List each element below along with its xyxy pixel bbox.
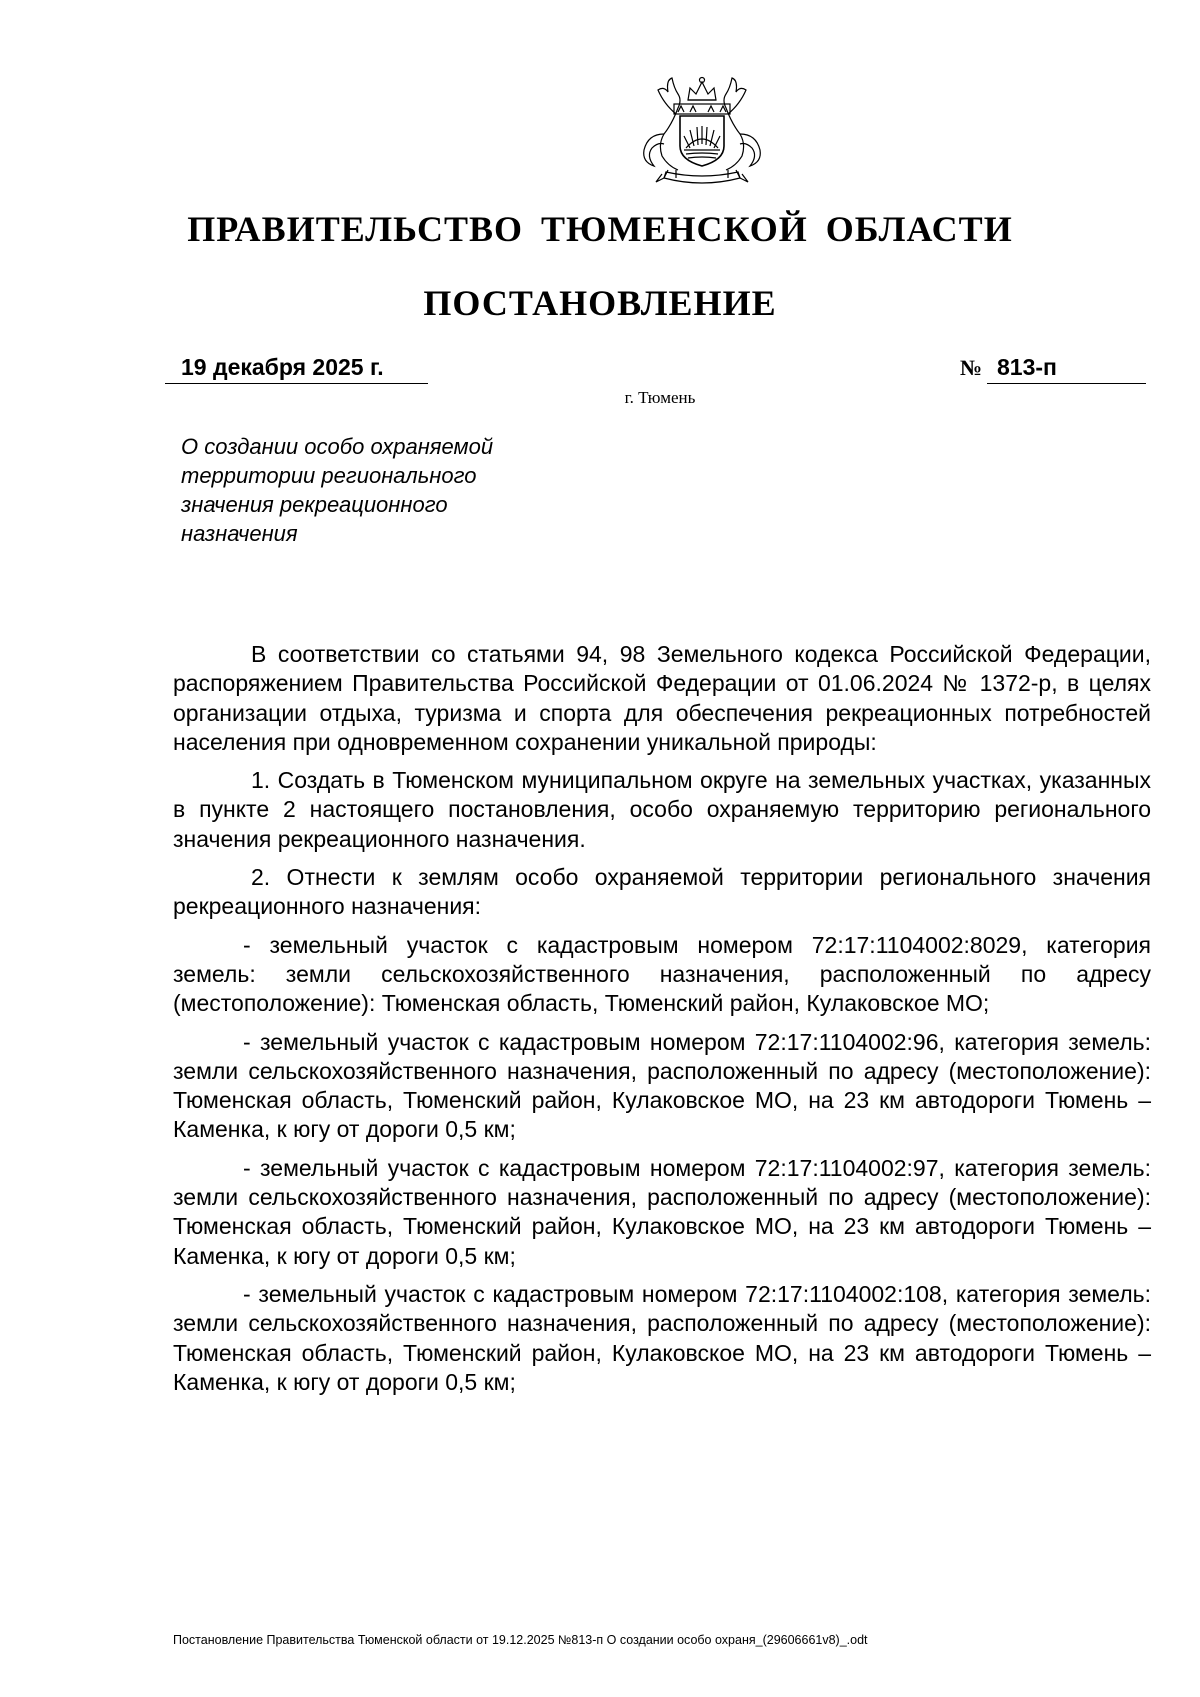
clause-2-paragraph: 2. Отнести к землям особо охраняемой территории регионального значения рекреационного назначения: (173, 864, 1151, 920)
land-plot-item: - земельный участок с кадастровым номером 72:17:1104002:97, категория земель: земли сельскохозяйственного назначения, расположенный по адресу (местоположение): Тюменская область, Тюменский район, Кулаковское МО, на 23 км автодороги Тюмень – Каменка, к югу от дороги 0,5 км; (173, 1154, 1151, 1269)
subject-line: назначения (181, 521, 298, 546)
preamble-paragraph: В соответствии со статьями 94, 98 Земельного кодекса Российской Федерации, распоряжением Правительства Российской Федерации от 01.06.2024 № 1372-р, в целях организации отдыха, туризма и спорта для обеспечения рекреационных потребностей населения при одновременном сохранении уникальной природы: (173, 641, 1151, 755)
document-city: г. Тюмень (624, 388, 696, 407)
coat-of-arms-emblem (624, 74, 780, 188)
land-plot-item: - земельный участок с кадастровым номером 72:17:1104002:8029, категория земель: земли сельскохозяйственного назначения, расположенный по адресу (местоположение): Тюменская область, Тюменский район, Кулаковское МО; (173, 931, 1151, 1017)
organization-title: ПРАВИТЕЛЬСТВО ТЮМЕНСКОЙ ОБЛАСТИ (187, 209, 1013, 249)
subject-line: территории регионального (181, 463, 477, 488)
number-value: 813-п (987, 353, 1146, 384)
document-subject (181, 432, 601, 548)
document-body (173, 640, 1151, 1406)
subject-line: значения рекреационного (181, 492, 448, 517)
number-sign: № (960, 355, 983, 380)
land-plot-item: - земельный участок с кадастровым номером 72:17:1104002:96, категория земель: земли сельскохозяйственного назначения, расположенный по адресу (местоположение): Тюменская область, Тюменский район, Кулаковское МО, на 23 км автодороги Тюмень – Каменка, к югу от дороги 0,5 км; (173, 1028, 1151, 1143)
subject-line: О создании особо охраняемой (181, 434, 494, 459)
clause-1-paragraph: 1. Создать в Тюменском муниципальном округе на земельных участках, указанных в пункте 2 настоящего постановления, особо охраняемую территорию регионального значения рекреационного назначения. (173, 767, 1151, 852)
footer-file-reference: Постановление Правительства Тюменской области от 19.12.2025 №813-п О создании особо охраня_(29606661v8)_.odt (173, 1633, 868, 1647)
document-date: 19 декабря 2025 г. (165, 353, 428, 384)
document-number (960, 353, 1057, 382)
land-plot-item: - земельный участок с кадастровым номером 72:17:1104002:108, категория земель: земли сельскохозяйственного назначения, расположенный по адресу (местоположение): Тюменская область, Тюменский район, Кулаковское МО, на 23 км автодороги Тюмень – Каменка, к югу от дороги 0,5 км; (173, 1280, 1151, 1395)
document-type-heading: ПОСТАНОВЛЕНИЕ (423, 283, 777, 323)
